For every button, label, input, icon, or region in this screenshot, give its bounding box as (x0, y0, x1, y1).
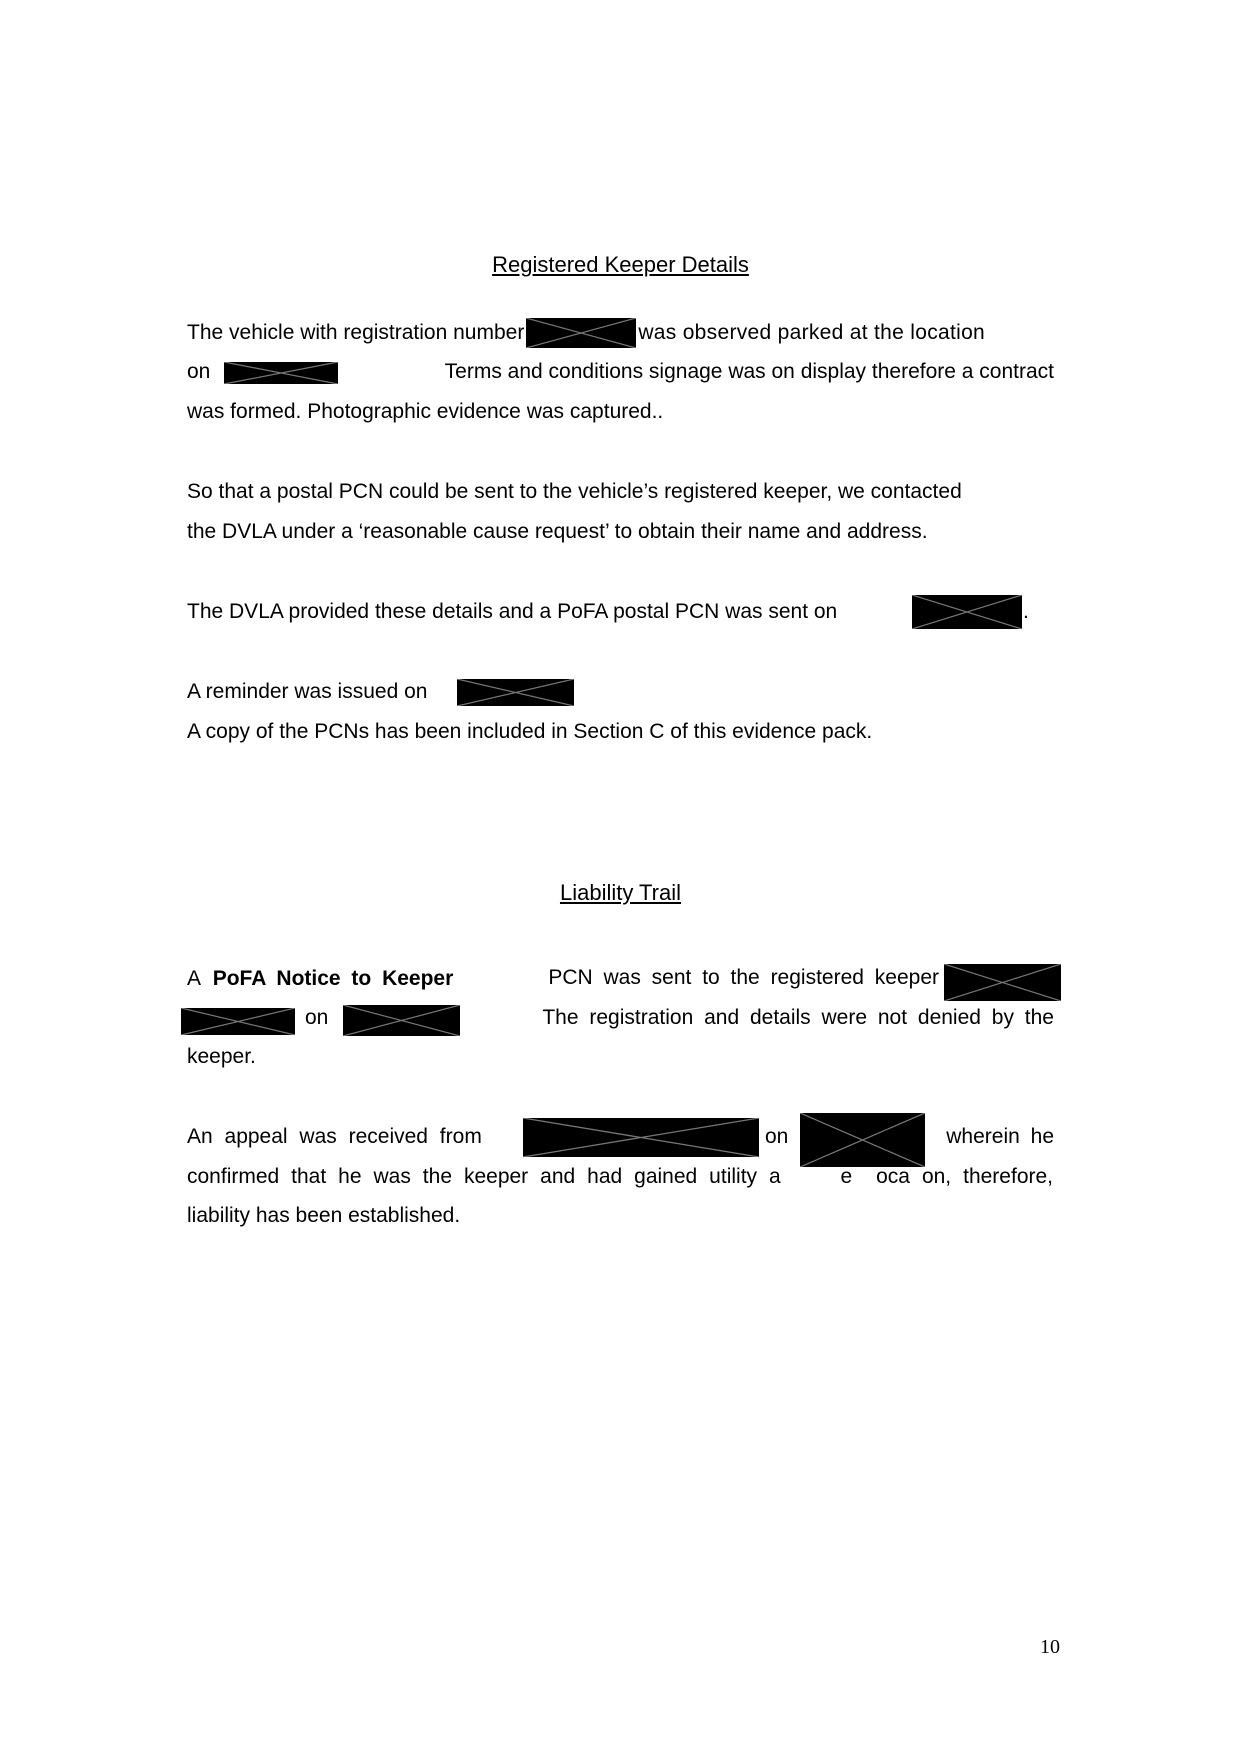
section-heading-liability-trail: Liability Trail (559, 880, 682, 905)
redacted-keeper-name (944, 964, 1061, 1001)
paragraph-line: on (765, 1125, 789, 1148)
paragraph-line: . (1023, 600, 1029, 623)
text: Terms and conditions signage was on display therefore a contract (444, 360, 1054, 383)
text: The vehicle with registration number (187, 321, 525, 344)
redacted-keeper-name (181, 1008, 295, 1035)
redacted-date (457, 679, 574, 706)
paragraph-line: the DVLA under a ‘reasonable cause request’ to obtain their name and address. (187, 520, 928, 543)
page-number: 10 (1040, 1636, 1060, 1658)
paragraph-line: liability has been established. (187, 1204, 461, 1227)
text: was observed parked at the location (638, 321, 986, 344)
redacted-appellant-name (523, 1118, 759, 1157)
paragraph-line (368, 357, 1054, 387)
redacted-date (912, 595, 1022, 629)
paragraph-line: The DVLA provided these details and a PoFA postal PCN was sent on (187, 600, 838, 623)
section-heading-registered-keeper: Registered Keeper Details (492, 252, 749, 277)
paragraph-line: PCN was sent to the registered keeper (548, 966, 939, 989)
paragraph-line (187, 318, 1057, 348)
paragraph-line: The registration and details were not denied by the (542, 1006, 1054, 1029)
paragraph-line: on (305, 1006, 329, 1029)
text: on (187, 360, 211, 383)
redacted-date (224, 362, 338, 384)
paragraph-line: confirmed that he was the keeper and had gained utility a e oca on, therefore, (187, 1165, 1053, 1188)
redacted-date (800, 1113, 925, 1167)
paragraph-line: wherein he (946, 1125, 1054, 1148)
paragraph-line: An appeal was received from (187, 1125, 482, 1148)
paragraph-line: A reminder was issued on (187, 680, 428, 703)
redacted-date (343, 1005, 460, 1036)
paragraph-line: keeper. (187, 1045, 256, 1068)
paragraph-line: A copy of the PCNs has been included in Section C of this evidence pack. (187, 720, 873, 743)
text: A (187, 967, 202, 990)
redacted-registration (526, 318, 636, 348)
paragraph-line: So that a postal PCN could be sent to the vehicle’s registered keeper, we contacted (187, 480, 962, 503)
bold-text: PoFA Notice to Keeper (212, 967, 454, 990)
paragraph-line: was formed. Photographic evidence was captured.. (187, 400, 664, 423)
